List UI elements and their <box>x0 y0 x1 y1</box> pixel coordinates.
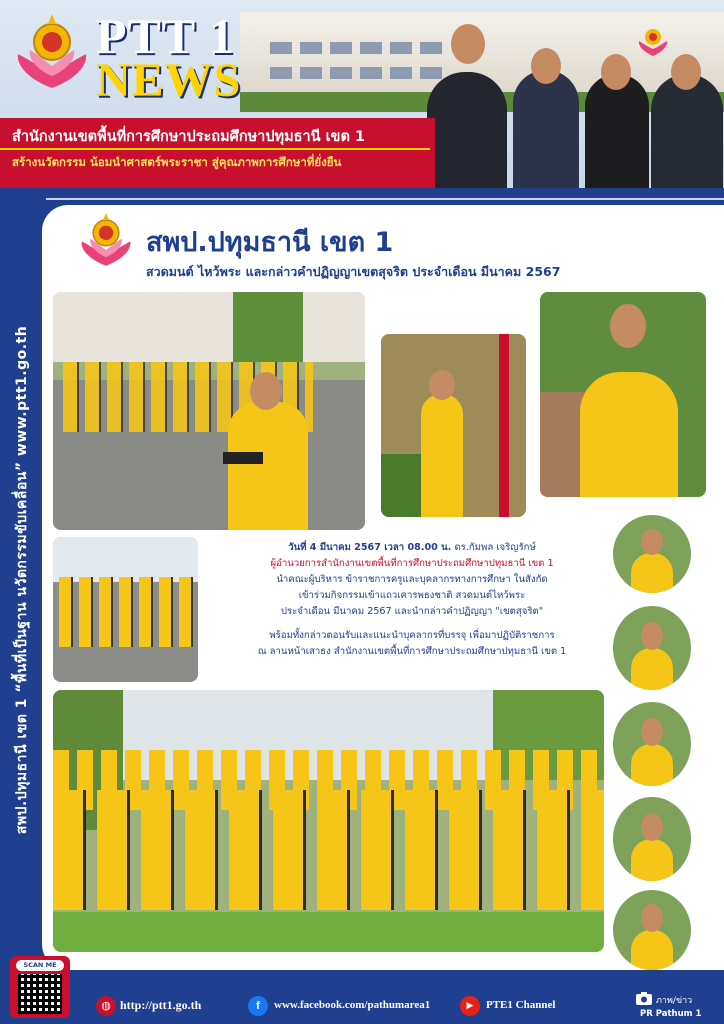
youtube-link[interactable]: PTE1 Channel <box>486 999 556 1011</box>
photo-flag-raising <box>381 334 526 517</box>
article-title: สพป.ปทุมธานี เขต 1 <box>146 227 394 258</box>
portrait-new-staff-2 <box>611 604 693 692</box>
portrait-new-staff-4 <box>611 795 693 883</box>
article-line-3: นำคณะผู้บริหาร ข้าราชการครูและบุคลากรทางการศึกษา ในสังกัด <box>276 574 548 585</box>
portrait-new-staff-1 <box>611 513 693 595</box>
office-tagline: สร้างนวัตกรรม น้อมนำศาสตร์พระราชา สู่คุณภาพการศึกษาที่ยั่งยืน <box>12 155 342 169</box>
article-body <box>212 540 612 660</box>
photo-speaker-mic <box>540 292 706 497</box>
globe-icon: ◍ <box>96 996 116 1016</box>
article-line-director-title: ผู้อำนวยการสำนักงานเขตพื้นที่การศึกษาประถมศึกษาปทุมธานี เขต 1 <box>270 558 554 569</box>
article-emblem-logo <box>76 210 136 270</box>
photo-staff-group <box>53 537 198 682</box>
photo-group-portrait <box>53 690 604 952</box>
scan-me-label: SCAN ME <box>16 960 64 971</box>
director-name: ดร.กัมพล เจริญรักษ์ <box>451 542 536 553</box>
brand-ptt1: PTT 1 <box>96 8 235 64</box>
article-date: วันที่ 4 มีนาคม 2567 เวลา 08.00 น. <box>288 542 452 553</box>
executives-photo <box>425 20 724 192</box>
article-line-6: พร้อมทั้งกล่าวตอนรับและแนะนำบุคลากรที่บรรจุ เพื่อมาปฏิบัติราชการ <box>269 630 555 641</box>
photo-speaker-assembly <box>53 292 365 530</box>
header-bottom-stripe <box>0 188 724 198</box>
website-link[interactable]: http://ptt1.go.th <box>120 998 202 1012</box>
article-line-5: ประจำเดือน มีนาคม 2567 และนำกล่าวคำปฏิญญา "เขตสุจริต" <box>280 606 544 617</box>
youtube-icon: ▶ <box>460 996 480 1016</box>
facebook-link[interactable]: www.facebook.com/pathumarea1 <box>274 999 431 1011</box>
article-line-7: ณ ลานหน้าเสาธง สำนักงานเขตพื้นที่การศึกษาประถมศึกษาปทุมธานี เขต 1 <box>257 646 567 657</box>
article-subtitle: สวดมนต์ ไหว้พระ และกล่าวคำปฏิญญาเขตสุจริต ประจำเดือน มีนาคม 2567 <box>146 264 561 279</box>
camera-icon <box>636 992 652 1005</box>
side-slogan: สพป.ปทุมธานี เขต 1 “พื้นที่เป็นฐาน นวัตกรรมขับเคลื่อน” www.ptt1.go.th <box>14 325 30 835</box>
qr-code-icon[interactable] <box>18 974 62 1014</box>
emblem-logo <box>10 10 94 94</box>
credit-label: ภาพ/ข่าว <box>656 996 693 1006</box>
facebook-icon: f <box>248 996 268 1016</box>
brand-news: NEWS <box>96 54 242 107</box>
portrait-new-staff-5 <box>611 888 693 972</box>
article-line-4: เข้าร่วมกิจกรรมเข้าแถวเคารพธงชาติ สวดมนต์ไหว้พระ <box>298 590 526 601</box>
office-name: สำนักงานเขตพื้นที่การศึกษาประถมศึกษาปทุมธานี เขต 1 <box>12 129 366 145</box>
portrait-new-staff-3 <box>611 700 693 788</box>
header-divider <box>0 148 430 150</box>
credit-name: PR Pathum 1 <box>640 1009 702 1019</box>
